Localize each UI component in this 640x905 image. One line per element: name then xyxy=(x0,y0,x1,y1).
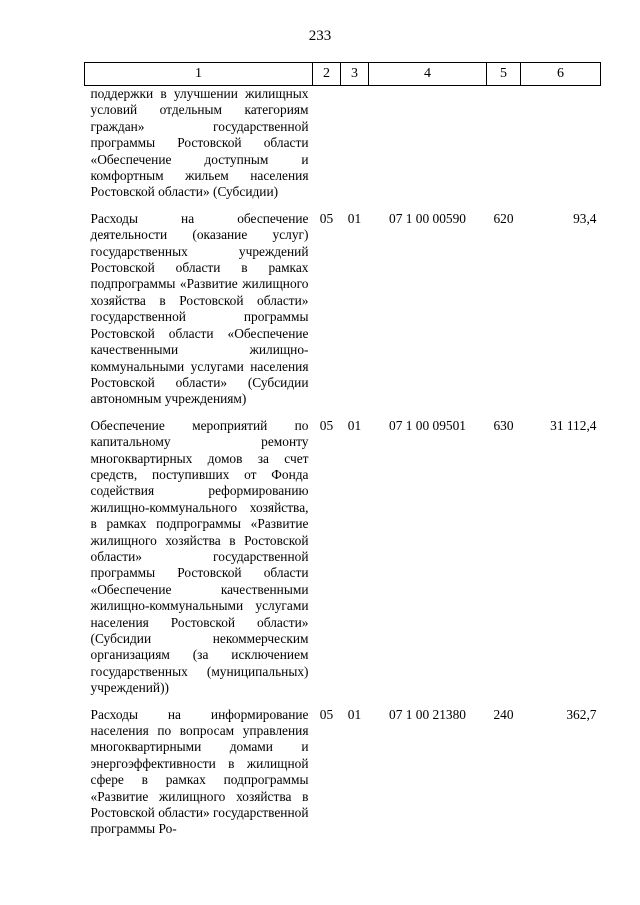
table-row xyxy=(85,418,601,707)
header-col-5: 5 xyxy=(487,63,521,86)
page-number: 233 xyxy=(308,28,332,44)
budget-table xyxy=(84,62,601,838)
row-expense-type: 240 xyxy=(493,706,514,722)
row-target-code: 07 1 00 00590 xyxy=(389,210,466,226)
header-col-6: 6 xyxy=(521,63,601,86)
row-amount: 31 112,4 xyxy=(550,417,597,433)
row-target-code: 07 1 00 09501 xyxy=(389,417,466,433)
row-subsection: 01 xyxy=(347,417,362,433)
row-description: Расходы на обеспечение деятельности (оказание услуг) государственных учреждений Ростовской области в рамках подпрограммы «Развитие жилищного хозяйства в Ростовской области» государственной программы Ростовской области «Обеспечение качественными жилищно-коммунальными услугами населения Ростовской области» (Субсидии автономным учреждениям) xyxy=(90,210,309,407)
header-col-2: 2 xyxy=(313,63,341,86)
row-expense-type xyxy=(487,86,521,211)
row-expense-type: 630 xyxy=(493,417,514,433)
row-amount: 362,7 xyxy=(566,706,597,722)
row-target-code: 07 1 00 21380 xyxy=(389,706,466,722)
row-section xyxy=(313,86,341,211)
table-row xyxy=(85,211,601,418)
row-description: Обеспечение мероприятий по капитальному ремонту многоквартирных домов за счет средств, поступивших от Фонда содействия реформированию жилищно-коммунального хозяйства, в рамках подпрограммы «Развитие жилищного хозяйства в Ростовской области» государственной программы Ростовской области «Обеспечение качественными жилищно-коммунальными услугами населения Ростовской области» (Субсидии некоммерческим организациям (за исключением государственных (муниципальных) учреждений)) xyxy=(90,417,309,696)
table-header xyxy=(85,63,601,86)
table-row xyxy=(85,86,601,211)
header-row xyxy=(85,63,601,86)
header-col-1: 1 xyxy=(85,63,313,86)
row-subsection xyxy=(341,86,369,211)
header-col-3: 3 xyxy=(341,63,369,86)
row-amount: 93,4 xyxy=(573,210,597,226)
header-col-4: 4 xyxy=(369,63,487,86)
row-section: 05 xyxy=(319,210,334,226)
row-amount xyxy=(521,86,601,211)
row-section: 05 xyxy=(319,706,334,722)
table-body xyxy=(85,86,601,838)
row-expense-type: 620 xyxy=(493,210,514,226)
row-section: 05 xyxy=(319,417,334,433)
row-description: поддержки в улучшении жилищных условий отдельным категориям граждан» государственной программы Ростовской области «Обеспечение доступным и комфортным жильем населения Ростовской области» (Субсидии) xyxy=(90,86,309,200)
table-row xyxy=(85,707,601,838)
row-subsection: 01 xyxy=(347,706,362,722)
row-subsection: 01 xyxy=(347,210,362,226)
row-description: Расходы на информирование населения по вопросам управления многоквартирными домами и энергоэффективности в жилищной сфере в рамках подпрограммы «Развитие жилищного хозяйства в Ростовской области» государственной программы Ро- xyxy=(90,706,309,837)
row-target-code xyxy=(369,86,487,211)
